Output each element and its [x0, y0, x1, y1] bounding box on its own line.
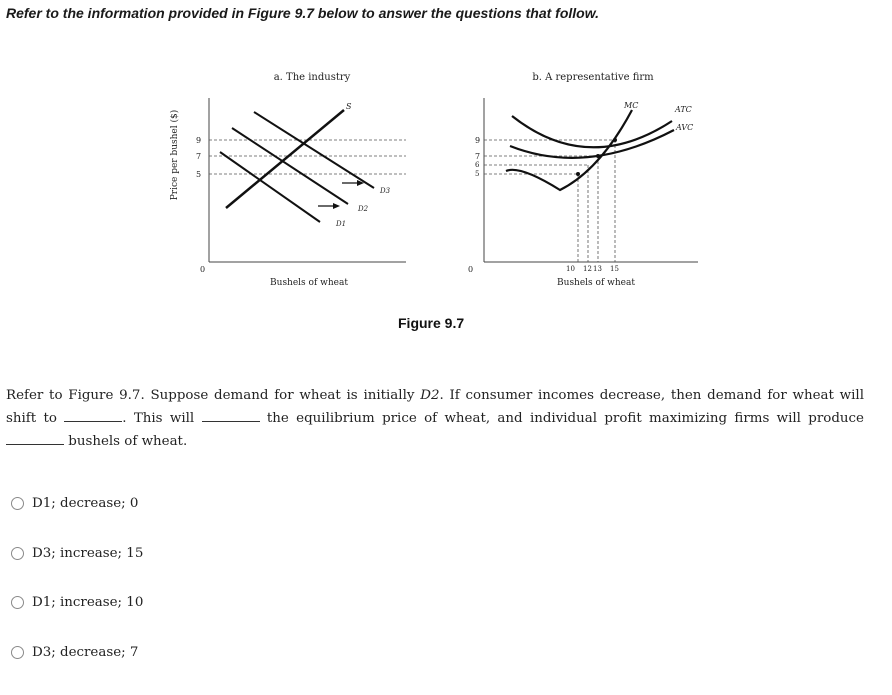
radio-button-3[interactable] [11, 596, 24, 609]
demand-curve-d3 [254, 112, 374, 188]
point-mc-p7 [596, 154, 600, 158]
figure-caption: Figure 9.7 [398, 315, 465, 331]
panel-b-xtick-10: 10 [566, 265, 575, 273]
panel-b-xtick-12: 12 [583, 265, 592, 273]
panel-b-x-axis-label: Bushels of wheat [557, 278, 635, 288]
shift-arrow-1-head [333, 203, 340, 209]
panel-b-xtick-13: 13 [593, 265, 602, 273]
panel-b-title: b. A representative firm [532, 72, 654, 83]
demand-label-d3: D3 [380, 187, 391, 195]
avc-label: AVC [676, 123, 694, 132]
blank-3 [6, 434, 64, 445]
question-part-4: the equilibrium price of wheat, and individual profit maximizing firms will produce [266, 411, 864, 426]
point-mc-p9 [613, 138, 617, 142]
demand-label-d2: D2 [358, 205, 369, 213]
option-label-4: D3; decrease; 7 [32, 644, 139, 660]
question-text [6, 384, 864, 453]
question-part-3: . This will [122, 411, 195, 426]
question-part-5: bushels of wheat. [68, 434, 188, 449]
panel-a-tick-5: 5 [196, 170, 202, 179]
panel-b-tick-7: 7 [475, 152, 481, 161]
panel-a-tick-7: 7 [196, 152, 202, 161]
blank-1 [64, 411, 122, 422]
option-3[interactable] [11, 578, 143, 628]
supply-label: S [346, 102, 352, 111]
question-part-1: Refer to Figure 9.7. Suppose demand for wheat is initially [6, 388, 421, 403]
mc-label: MC [624, 101, 639, 110]
panel-a-origin: 0 [200, 265, 206, 274]
panel-b-tick-6: 6 [475, 161, 480, 169]
question-d2: D2 [420, 388, 440, 403]
blank-2 [202, 411, 260, 422]
panel-a-x-axis-label: Bushels of wheat [270, 278, 348, 288]
demand-curve-d1 [220, 152, 320, 222]
panel-b-xtick-15: 15 [610, 265, 619, 273]
option-2[interactable] [11, 529, 143, 579]
figure-9-7 [0, 0, 892, 310]
radio-button-4[interactable] [11, 646, 24, 659]
atc-label: ATC [675, 105, 692, 114]
demand-curve-d2 [232, 128, 348, 204]
radio-button-1[interactable] [11, 497, 24, 510]
panel-b-origin: 0 [468, 265, 474, 274]
point-mc-p5 [576, 172, 580, 176]
panel-a-tick-9: 9 [196, 136, 202, 145]
answer-options [11, 479, 143, 677]
option-label-3: D1; increase; 10 [32, 595, 144, 611]
panel-b-tick-5: 5 [475, 170, 480, 178]
supply-curve [226, 110, 344, 208]
option-4[interactable] [11, 628, 143, 678]
panel-a-y-axis-label: Price per bushel ($) [170, 109, 180, 201]
radio-button-2[interactable] [11, 547, 24, 560]
panel-b-tick-9: 9 [475, 136, 481, 145]
question-part-2: . If consumer incomes decrease, then demand for wheat will shift to [6, 388, 864, 426]
panel-a-title: a. The industry [273, 72, 351, 83]
option-label-1: D1; decrease; 0 [32, 496, 139, 512]
option-label-2: D3; increase; 15 [32, 545, 144, 561]
option-1[interactable] [11, 479, 143, 529]
instruction-header: Refer to the information provided in Figure 9.7 below to answer the questions that follow. [6, 5, 599, 21]
demand-label-d1: D1 [336, 220, 347, 228]
